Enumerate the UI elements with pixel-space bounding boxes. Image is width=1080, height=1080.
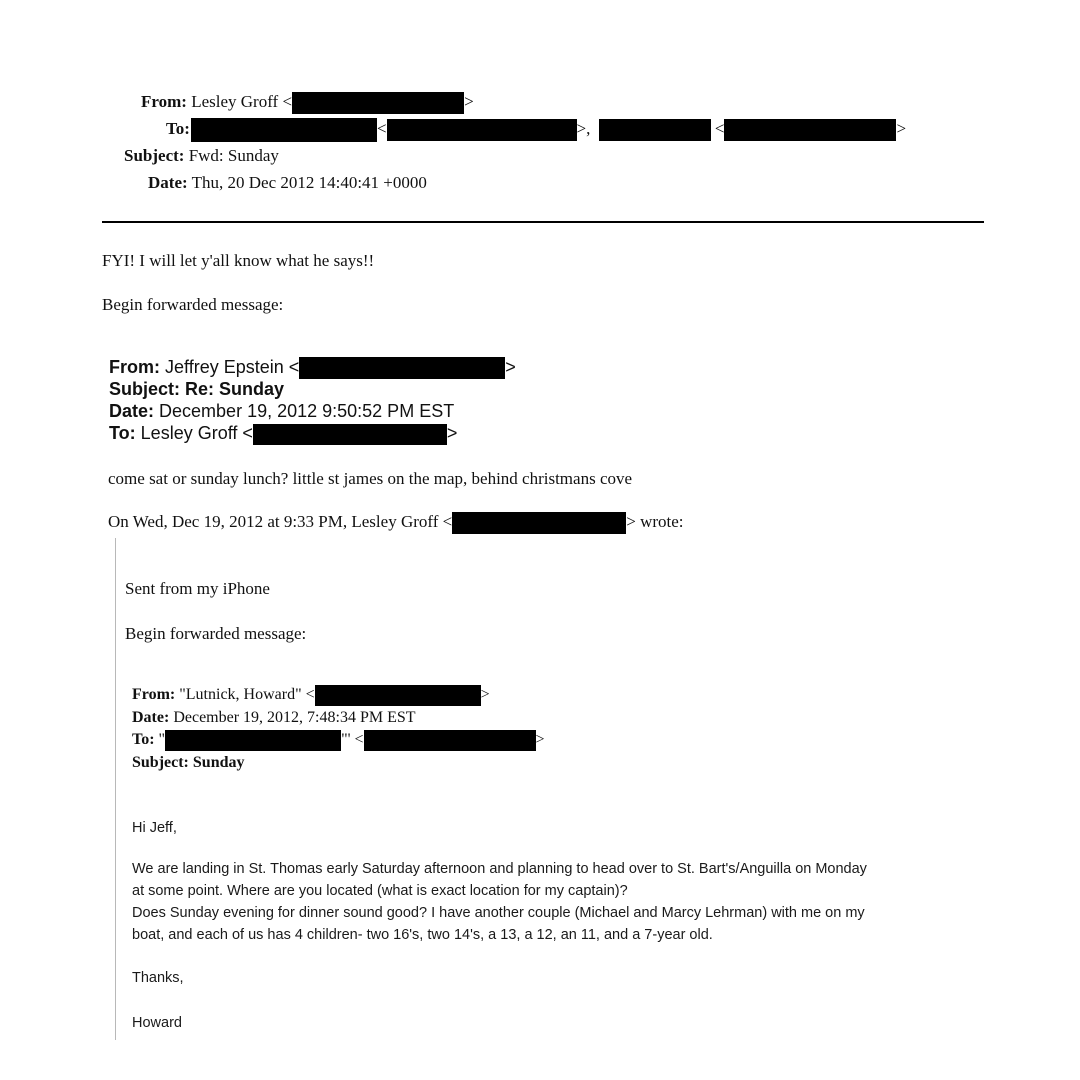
- epstein-from-row: [109, 357, 516, 379]
- epstein-body: come sat or sunday lunch? little st james on the map, behind christmans cove: [108, 469, 633, 488]
- epstein-to-value: Lesley Groff <: [140, 423, 253, 443]
- header-subject-row: [124, 143, 279, 169]
- epstein-date-value: December 19, 2012 9:50:52 PM EST: [159, 401, 455, 421]
- lutnick-signoff: Howard: [132, 1015, 182, 1031]
- header-to-row: [166, 116, 906, 142]
- lutnick-to-end: >: [535, 731, 545, 748]
- header-date-value: Thu, 20 Dec 2012 14:40:41 +0000: [191, 173, 427, 192]
- lutnick-date-label: Date:: [132, 709, 170, 726]
- epstein-subject-value: Re: Sunday: [185, 379, 285, 399]
- redaction-block: [191, 118, 377, 142]
- epstein-from-end: >: [505, 357, 516, 377]
- intro-fyi: FYI! I will let y'all know what he says!!: [102, 251, 375, 270]
- lutnick-thanks: Thanks,: [132, 970, 184, 986]
- redaction-block: [253, 424, 447, 445]
- header-to-label: To:: [166, 119, 190, 138]
- epstein-date-row: [109, 401, 454, 422]
- header-to-sep1: <: [376, 119, 387, 138]
- header-date-row: [148, 170, 427, 196]
- redaction-block: [599, 119, 711, 141]
- epstein-to-row: [109, 423, 457, 445]
- epstein-subject-row: [109, 379, 284, 400]
- header-from-label: From:: [141, 92, 187, 111]
- lutnick-date-value: December 19, 2012, 7:48:34 PM EST: [173, 709, 416, 726]
- intro-begin-forwarded: Begin forwarded message:: [102, 295, 284, 314]
- lutnick-para-line-4: boat, and each of us has 4 children- two 16's, two 14's, a 13, a 12, an 11, and a 7-year old.: [132, 927, 713, 943]
- redaction-block: [387, 119, 577, 141]
- lutnick-from-label: From:: [132, 686, 176, 703]
- header-divider: [102, 221, 984, 223]
- wrote-prefix: On Wed, Dec 19, 2012 at 9:33 PM, Lesley Groff <: [108, 512, 453, 531]
- quoted-begin-forwarded: Begin forwarded message:: [125, 624, 307, 643]
- quote-bar: [115, 538, 116, 1040]
- redaction-block: [299, 357, 505, 379]
- epstein-wrote-line: [108, 509, 684, 535]
- lutnick-date-row: [132, 707, 416, 729]
- lutnick-to-row: [132, 729, 545, 751]
- redaction-block: [292, 92, 464, 114]
- redaction-block: [724, 119, 896, 141]
- header-to-sep2: >,: [576, 119, 591, 138]
- epstein-to-end: >: [446, 423, 458, 443]
- lutnick-para-line-1: We are landing in St. Thomas early Saturday afternoon and planning to head over to St. Bart's/Anguilla on Monday: [132, 861, 867, 877]
- lutnick-from-end: >: [480, 686, 490, 703]
- header-from-name: Lesley Groff <: [191, 92, 293, 111]
- redaction-block: [165, 730, 341, 751]
- epstein-to-label: To:: [109, 423, 136, 443]
- quoted-sent-from: Sent from my iPhone: [125, 579, 270, 598]
- epstein-subject-label: Subject:: [109, 379, 181, 399]
- epstein-date-label: Date:: [109, 401, 155, 421]
- wrote-suffix: > wrote:: [626, 512, 684, 531]
- header-to-sep3: <: [714, 119, 725, 138]
- redaction-block: [452, 512, 626, 534]
- lutnick-from-value: "Lutnick, Howard" <: [179, 686, 315, 703]
- lutnick-para-line-3: Does Sunday evening for dinner sound good? I have another couple (Michael and Marcy Lehrman) with me on my: [132, 905, 865, 921]
- lutnick-para-line-2: at some point. Where are you located (what is exact location for my captain)?: [132, 883, 628, 899]
- header-from-end: >: [464, 92, 474, 111]
- redaction-block: [315, 685, 481, 706]
- lutnick-to-mid: "' <: [341, 731, 364, 748]
- header-subject-label: Subject:: [124, 146, 185, 165]
- lutnick-from-row: [132, 684, 490, 706]
- lutnick-subject-row: [132, 752, 244, 774]
- header-from-row: [141, 89, 474, 115]
- redaction-block: [364, 730, 536, 751]
- lutnick-to-label: To:: [132, 731, 155, 748]
- header-subject-value: Fwd: Sunday: [188, 146, 279, 165]
- epstein-from-value: Jeffrey Epstein <: [165, 357, 300, 377]
- lutnick-greeting: Hi Jeff,: [132, 820, 177, 836]
- header-date-label: Date:: [148, 173, 188, 192]
- lutnick-to-open: ": [158, 731, 166, 748]
- header-to-end: >: [896, 119, 907, 138]
- lutnick-subject-label: Subject:: [132, 754, 189, 771]
- lutnick-subject-value: Sunday: [192, 754, 245, 771]
- epstein-from-label: From:: [109, 357, 160, 377]
